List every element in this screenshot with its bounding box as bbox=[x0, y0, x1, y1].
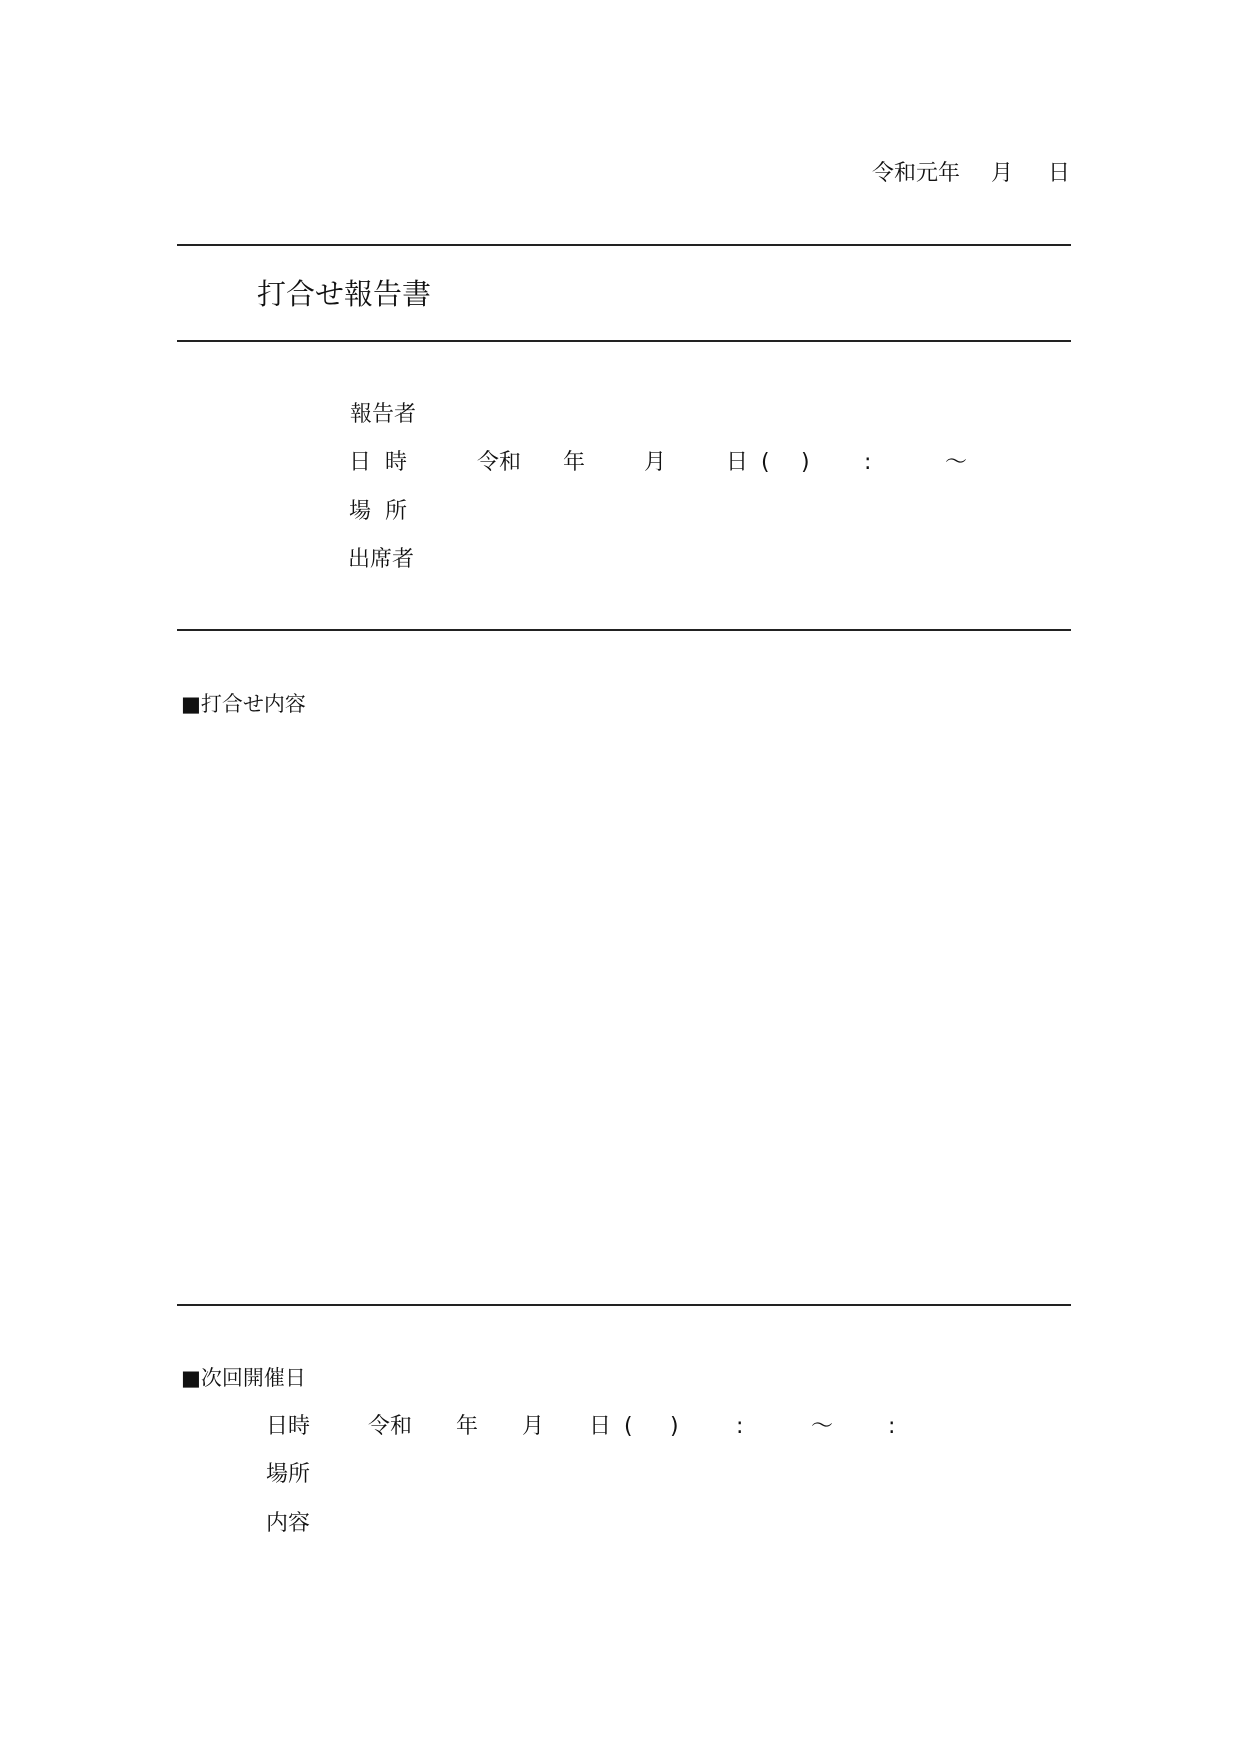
datetime-day: 日 bbox=[726, 450, 749, 475]
next-colon-1: : bbox=[736, 1414, 744, 1439]
datetime-label-time: 時 bbox=[385, 450, 408, 475]
datetime-label-day: 日 bbox=[349, 450, 372, 475]
title-top-rule bbox=[177, 244, 1071, 246]
next-tilde: ～ bbox=[811, 1414, 834, 1439]
title-bottom-rule bbox=[177, 340, 1071, 342]
reporter-label: 報告者 bbox=[350, 402, 417, 427]
next-paren-open: ( bbox=[624, 1414, 633, 1439]
date-month: 月 bbox=[991, 161, 1014, 186]
next-day: 日 bbox=[589, 1414, 612, 1439]
next-content-label: 内容 bbox=[266, 1511, 311, 1536]
next-month: 月 bbox=[522, 1414, 545, 1439]
content-area bbox=[177, 730, 1071, 1290]
date-era-year: 令和元年 bbox=[872, 161, 961, 186]
next-datetime-label: 日時 bbox=[266, 1414, 311, 1439]
next-year: 年 bbox=[456, 1414, 479, 1439]
datetime-era: 令和 bbox=[477, 450, 522, 475]
place-label-1: 場 bbox=[349, 499, 372, 524]
next-meeting-heading: ■次回開催日 bbox=[181, 1366, 306, 1390]
datetime-colon: : bbox=[864, 450, 872, 475]
content-heading: ■打合せ内容 bbox=[181, 692, 306, 716]
datetime-month: 月 bbox=[644, 450, 667, 475]
datetime-paren-open: ( bbox=[761, 450, 770, 475]
date-day: 日 bbox=[1048, 161, 1071, 186]
attendees-label: 出席者 bbox=[348, 547, 415, 572]
content-bottom-rule bbox=[177, 1304, 1071, 1306]
page-title: 打合せ報告書 bbox=[257, 277, 432, 311]
datetime-paren-close: ) bbox=[801, 450, 810, 475]
datetime-year: 年 bbox=[563, 450, 586, 475]
info-bottom-rule bbox=[177, 629, 1071, 631]
place-label-2: 所 bbox=[385, 499, 408, 524]
datetime-tilde: ～ bbox=[945, 450, 968, 475]
next-place-label: 場所 bbox=[266, 1462, 311, 1487]
next-era: 令和 bbox=[368, 1414, 413, 1439]
next-colon-2: : bbox=[888, 1414, 896, 1439]
next-paren-close: ) bbox=[670, 1414, 679, 1439]
